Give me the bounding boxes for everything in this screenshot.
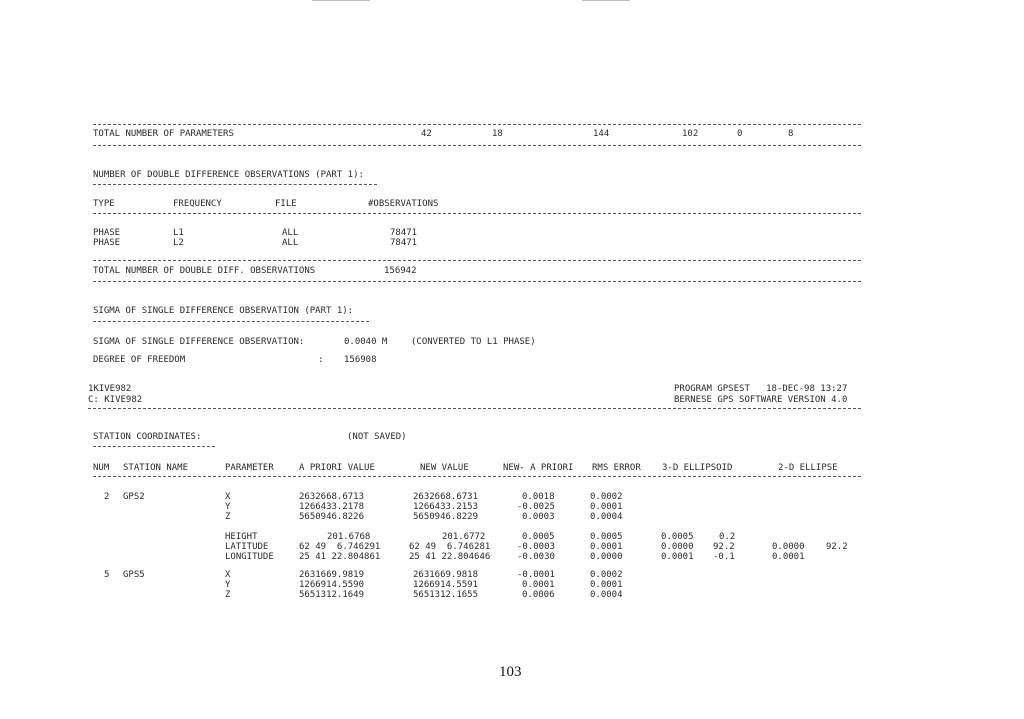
st-row-7-apriori: 2631669.9819 xyxy=(299,570,365,580)
st-row-7-newval: 2631669.9818 xyxy=(413,570,479,580)
st-row-9-newval: 5651312.1655 xyxy=(413,590,479,600)
st-row-5-apriori: 62 49 6.746291 xyxy=(299,542,381,552)
st-row-2-diff: -0.0025 xyxy=(517,502,555,512)
dof-label: DEGREE OF FREEDOM xyxy=(93,355,186,365)
page-number: 103 xyxy=(499,664,522,680)
total-params-value-1: 42 xyxy=(421,129,432,139)
st-row-5-ellipsoid-b: 92.2 xyxy=(713,542,735,552)
st-row-2-apriori: 1266433.2178 xyxy=(299,502,365,512)
st-row-1-diff: 0.0018 xyxy=(522,492,555,502)
st-row-1-apriori: 2632668.6713 xyxy=(299,492,365,502)
st-row-5-ellipsoid-a: 0.0000 xyxy=(661,542,694,552)
st-row-9-apriori: 5651312.1649 xyxy=(299,590,365,600)
header-right-line-1: PROGRAM GPSEST 18-DEC-98 13:27 xyxy=(674,384,848,394)
sigma-title: SIGMA OF SINGLE DIFFERENCE OBSERVATION (PART 1): xyxy=(93,306,354,316)
st-row-8-apriori: 1266914.5590 xyxy=(299,580,365,590)
st-row-7-param: X xyxy=(225,570,231,580)
sigma-title-underline xyxy=(93,321,369,322)
st-row-6-diff: -0.0030 xyxy=(517,552,555,562)
total-params-label: TOTAL NUMBER OF PARAMETERS xyxy=(93,129,234,139)
dd-row-1-freq: L1 xyxy=(173,228,184,238)
st-row-5-ellipse-b: 92.2 xyxy=(826,542,848,552)
rule-dd-total-bottom xyxy=(93,281,861,282)
rule-dd-total-top xyxy=(93,260,861,261)
st-row-7-name: GPS5 xyxy=(123,570,145,580)
dd-obs-title-underline xyxy=(93,184,377,185)
dd-row-2-type: PHASE xyxy=(93,238,121,248)
dd-total-label: TOTAL NUMBER OF DOUBLE DIFF. OBSERVATIONS xyxy=(93,266,316,276)
st-row-8-param: Y xyxy=(225,580,231,590)
dd-header-observations: #OBSERVATIONS xyxy=(368,199,439,209)
dd-header-frequency: FREQUENCY xyxy=(173,199,222,209)
stations-note: (NOT SAVED) xyxy=(347,432,407,442)
st-row-4-apriori: 201.6768 xyxy=(327,532,371,542)
dd-obs-title: NUMBER OF DOUBLE DIFFERENCE OBSERVATIONS (PART 1): xyxy=(93,170,364,180)
st-header-num: NUM xyxy=(93,463,110,473)
st-row-7-diff: -0.0001 xyxy=(517,570,555,580)
st-row-2-newval: 1266433.2153 xyxy=(413,502,479,512)
st-row-8-diff: 0.0001 xyxy=(522,580,555,590)
header-right-line-2: BERNESE GPS SOFTWARE VERSION 4.0 xyxy=(674,395,848,405)
st-row-1-newval: 2632668.6731 xyxy=(413,492,479,502)
dd-row-1-obs: 78471 xyxy=(390,228,418,238)
st-header-3d-ellipsoid: 3-D ELLIPSOID xyxy=(662,463,733,473)
st-row-3-param: Z xyxy=(225,512,231,522)
stations-title: STATION COORDINATES: xyxy=(93,432,202,442)
st-row-8-newval: 1266914.5591 xyxy=(413,580,479,590)
st-row-6-ellipse-a: 0.0001 xyxy=(772,552,805,562)
dd-row-1-type: PHASE xyxy=(93,228,121,238)
st-row-6-apriori: 25 41 22.804861 xyxy=(299,552,381,562)
sigma-note: (CONVERTED TO L1 PHASE) xyxy=(411,337,536,347)
st-row-6-newval: 25 41 22.804646 xyxy=(409,552,491,562)
dd-total-value: 156942 xyxy=(384,266,417,276)
st-row-5-ellipse-a: 0.0000 xyxy=(772,542,805,552)
st-row-1-param: X xyxy=(225,492,231,502)
st-row-4-param: HEIGHT xyxy=(225,532,258,542)
dd-row-1-file: ALL xyxy=(282,228,299,238)
st-row-1-name: GPS2 xyxy=(123,492,145,502)
st-row-9-param: Z xyxy=(225,590,231,600)
header-left-line-2: C: KIVE982 xyxy=(88,395,143,405)
st-row-5-rms: 0.0001 xyxy=(590,542,623,552)
st-row-6-param: LONGITUDE xyxy=(225,552,274,562)
dd-row-2-freq: L2 xyxy=(173,238,184,248)
st-row-1-num: 2 xyxy=(104,492,110,502)
dof-value: 156908 xyxy=(344,355,377,365)
st-row-3-rms: 0.0004 xyxy=(590,512,623,522)
st-header-rms: RMS ERROR xyxy=(592,463,641,473)
st-header-parameter: PARAMETER xyxy=(225,463,274,473)
sigma-value: 0.0040 M xyxy=(344,337,388,347)
st-header-new-value: NEW VALUE xyxy=(420,463,469,473)
st-row-4-newval: 201.6772 xyxy=(442,532,486,542)
st-row-2-param: Y xyxy=(225,502,231,512)
st-row-5-param: LATITUDE xyxy=(225,542,269,552)
st-row-3-newval: 5650946.8229 xyxy=(413,512,479,522)
total-params-value-2: 18 xyxy=(492,129,503,139)
total-params-value-6: 8 xyxy=(788,129,794,139)
st-row-3-apriori: 5650946.8226 xyxy=(299,512,365,522)
rule-params-top xyxy=(93,124,861,125)
st-header-station-name: STATION NAME xyxy=(123,463,189,473)
rule-params-bottom xyxy=(93,145,861,146)
st-row-6-ellipsoid-a: 0.0001 xyxy=(661,552,694,562)
total-params-value-3: 144 xyxy=(593,129,610,139)
sigma-label: SIGMA OF SINGLE DIFFERENCE OBSERVATION: xyxy=(93,337,305,347)
scan-artifact-top-2 xyxy=(582,0,630,1)
st-row-7-rms: 0.0002 xyxy=(590,570,623,580)
st-row-8-rms: 0.0001 xyxy=(590,580,623,590)
st-row-6-rms: 0.0000 xyxy=(590,552,623,562)
st-row-1-rms: 0.0002 xyxy=(590,492,623,502)
st-header-apriori: A PRIORI VALUE xyxy=(299,463,375,473)
st-row-3-diff: 0.0003 xyxy=(522,512,555,522)
rule-dd-header xyxy=(93,213,861,214)
st-row-9-rms: 0.0004 xyxy=(590,590,623,600)
total-params-value-5: 0 xyxy=(737,129,743,139)
st-header-diff: NEW- A PRIORI xyxy=(503,463,574,473)
header-left-line-1: 1KIVE982 xyxy=(88,384,132,394)
st-row-4-rms: 0.0005 xyxy=(590,532,623,542)
st-row-9-diff: 0.0006 xyxy=(522,590,555,600)
rule-stations-header xyxy=(93,476,861,477)
st-row-4-diff: 0.0005 xyxy=(522,532,555,542)
stations-title-underline xyxy=(93,446,215,447)
dd-header-file: FILE xyxy=(275,199,297,209)
st-row-5-diff: -0.0003 xyxy=(517,542,555,552)
st-row-4-ellipsoid-b: 0.2 xyxy=(719,532,736,542)
st-header-2d-ellipse: 2-D ELLIPSE xyxy=(778,463,838,473)
st-row-7-num: 5 xyxy=(104,570,110,580)
st-row-6-ellipsoid-b: -0.1 xyxy=(713,552,735,562)
total-params-value-4: 102 xyxy=(682,129,699,139)
dd-header-type: TYPE xyxy=(93,199,115,209)
st-row-5-newval: 62 49 6.746281 xyxy=(409,542,491,552)
dof-separator: : xyxy=(318,355,324,365)
scan-artifact-top xyxy=(312,0,370,1)
st-row-4-ellipsoid-a: 0.0005 xyxy=(661,532,694,542)
st-row-2-rms: 0.0001 xyxy=(590,502,623,512)
dd-row-2-file: ALL xyxy=(282,238,299,248)
dd-row-2-obs: 78471 xyxy=(390,238,418,248)
rule-page-header xyxy=(88,408,861,409)
